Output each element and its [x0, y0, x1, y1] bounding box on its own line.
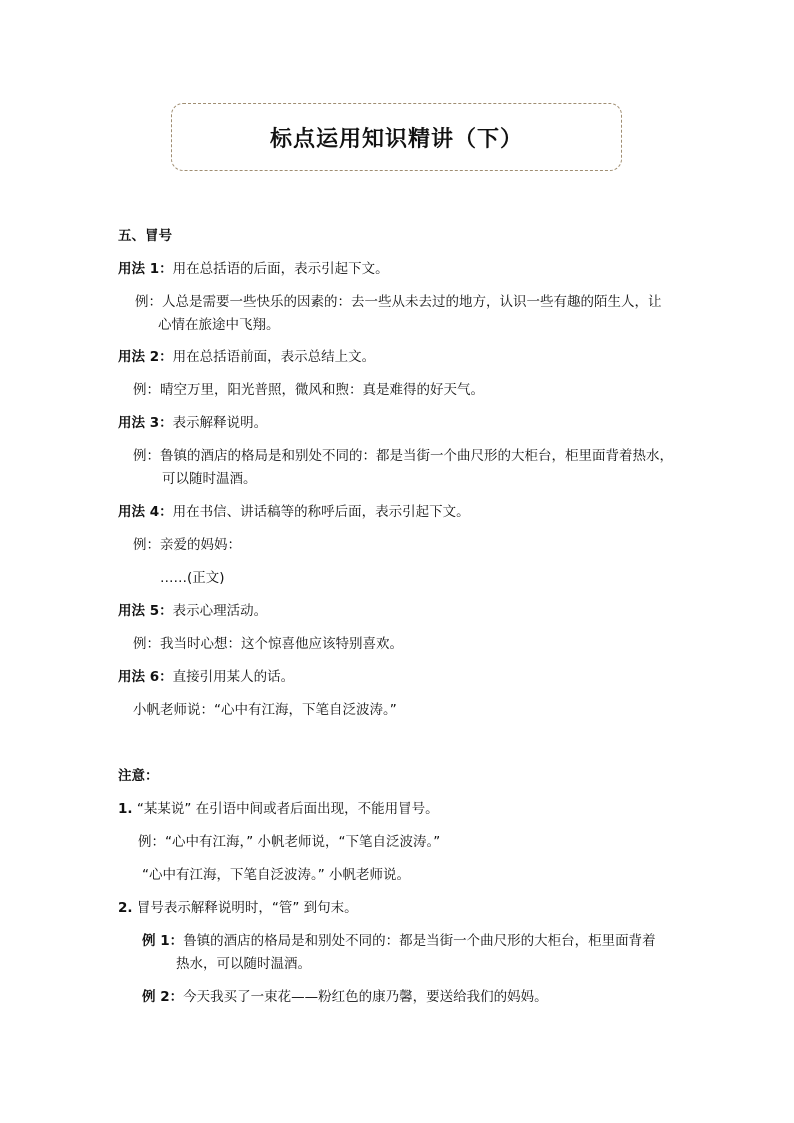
usage-4 [118, 503, 470, 521]
example-label: 例 2： [142, 989, 184, 1005]
example-text: 鲁镇的酒店的格局是和别处不同的：都是当街一个曲尺形的大柜台，柜里面背着 [183, 933, 656, 949]
note-text: 冒号表示解释说明时，“管” 到句末。 [136, 900, 358, 916]
usage-text: 用在总括语的后面，表示引起下文。 [172, 261, 389, 277]
section-heading: 五、冒号 [118, 228, 172, 244]
note-2-example-1-line-1 [142, 932, 656, 950]
note-1-example-2: “心中有江海，下笔自泛波涛。” 小帆老师说。 [142, 867, 411, 883]
example-text: 今天我买了一束花——粉红色的康乃馨，要送给我们的妈妈。 [183, 989, 548, 1005]
usage-label: 用法 4： [118, 504, 173, 520]
note-2 [118, 899, 358, 917]
usage-6 [118, 668, 294, 686]
note-2-example-2 [142, 988, 548, 1006]
note-1-example-1: 例：“心中有江海，” 小帆老师说，“下笔自泛波涛。” [138, 834, 441, 850]
note-text: “某某说” 在引语中间或者后面出现，不能用冒号。 [136, 801, 439, 817]
usage-6-example: 小帆老师说：“心中有江海，下笔自泛波涛。” [133, 702, 397, 718]
usage-2-example: 例：晴空万里，阳光普照，微风和煦：真是难得的好天气。 [133, 382, 484, 398]
usage-3-example-line-1: 例：鲁镇的酒店的格局是和别处不同的：都是当街一个曲尺形的大柜台，柜里面背着热水， [133, 448, 673, 464]
usage-text: 表示解释说明。 [172, 415, 268, 431]
usage-text: 用在书信、讲话稿等的称呼后面，表示引起下文。 [172, 504, 470, 520]
usage-4-example-line-2: ……(正文) [160, 570, 225, 586]
usage-1 [118, 260, 389, 278]
note-number: 2. [118, 900, 133, 916]
example-label: 例 1： [142, 933, 184, 949]
usage-text: 表示心理活动。 [172, 603, 268, 619]
usage-3 [118, 414, 267, 432]
usage-1-example-line-2: 心情在旅途中飞翔。 [158, 317, 280, 333]
usage-label: 用法 3： [118, 415, 173, 431]
usage-text: 用在总括语前面，表示总结上文。 [172, 349, 376, 365]
usage-3-example-line-2: 可以随时温酒。 [162, 471, 257, 487]
note-number: 1. [118, 801, 133, 817]
usage-5-example: 例：我当时心想：这个惊喜他应该特别喜欢。 [133, 636, 403, 652]
page-title: 标点运用知识精讲（下） [269, 125, 523, 152]
notes-heading: 注意： [118, 768, 159, 784]
usage-label: 用法 5： [118, 603, 173, 619]
title-box [171, 103, 622, 171]
note-1 [118, 800, 439, 818]
usage-label: 用法 2： [118, 349, 173, 365]
usage-text: 直接引用某人的话。 [172, 669, 295, 685]
usage-2 [118, 348, 375, 366]
usage-1-example-line-1: 例：人总是需要一些快乐的因素的：去一些从未去过的地方，认识一些有趣的陌生人，让 [135, 294, 662, 310]
usage-label: 用法 6： [118, 669, 173, 685]
usage-4-example-line-1: 例：亲爱的妈妈： [133, 537, 241, 553]
note-2-example-1-line-2: 热水，可以随时温酒。 [176, 956, 311, 972]
usage-label: 用法 1： [118, 261, 173, 277]
usage-5 [118, 602, 267, 620]
